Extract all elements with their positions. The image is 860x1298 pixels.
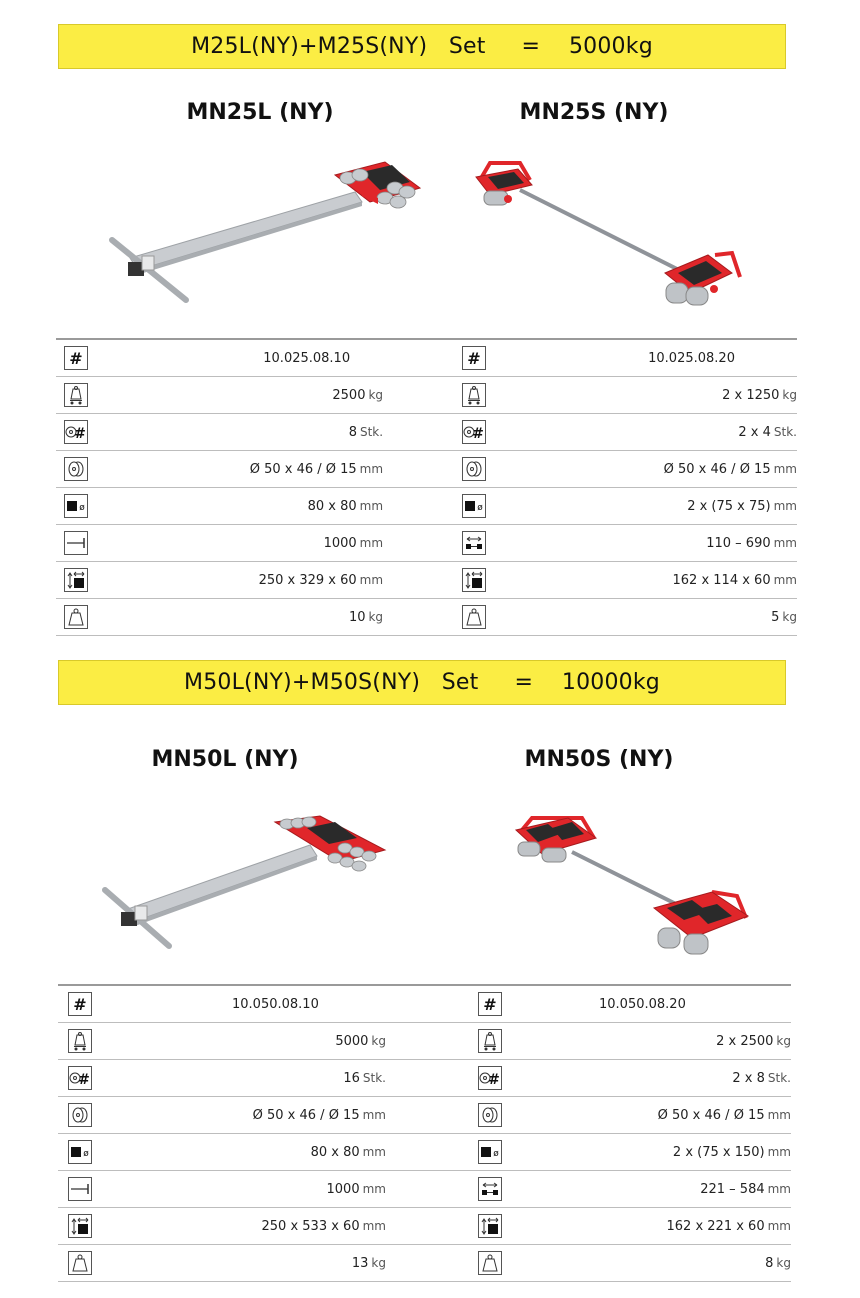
load-capacity-icon [68, 1029, 92, 1053]
spec-value: 162 x 221 x 60 [666, 1218, 765, 1234]
table-row [56, 339, 797, 377]
svg-text:#: # [73, 426, 86, 441]
spec-icon-cell [455, 414, 494, 451]
spec-icon-cell [455, 377, 494, 414]
spec-unit: mm [362, 1144, 386, 1159]
mn25s-illustration [470, 155, 760, 315]
spec-unit: mm [767, 1181, 791, 1196]
roller-count-icon [64, 420, 88, 444]
svg-text:#: # [488, 1072, 500, 1087]
spec-icon-cell [455, 451, 494, 488]
spec-value: 250 x 329 x 60 [258, 572, 357, 588]
spec-value: 2 x 4 [738, 424, 771, 440]
spec-icon-cell [455, 525, 494, 562]
spec-value-cell [494, 377, 797, 414]
svg-text:#: # [78, 1072, 90, 1087]
svg-text:ø: ø [493, 1149, 499, 1159]
spec-value-cell [102, 1060, 386, 1097]
spec-icon-cell [58, 1208, 102, 1245]
spec-unit: kg [782, 609, 797, 624]
spec-value: 2 x (75 x 75) [687, 498, 771, 514]
spec-icon-cell [58, 1060, 102, 1097]
spec-icon-cell [58, 1171, 102, 1208]
spec-value-cell [102, 1023, 386, 1060]
bar-length-icon [68, 1177, 92, 1201]
weight-icon [478, 1251, 502, 1275]
weight-icon [64, 605, 88, 629]
spec-unit: mm [362, 1181, 386, 1196]
spec-icon-cell [56, 377, 95, 414]
spec-value-cell [494, 525, 797, 562]
spec-value: 2 x 8 [732, 1070, 765, 1086]
spec-unit: mm [773, 498, 797, 513]
table-row [58, 1245, 791, 1282]
spec-unit: kg [776, 1033, 791, 1048]
spec-value: 221 – 584 [700, 1181, 765, 1197]
spec-unit: Stk. [359, 424, 384, 439]
spec-table-set1 [56, 338, 797, 636]
spec-value-cell [512, 1171, 791, 1208]
spec-value-cell [102, 985, 386, 1023]
spec-value-cell [494, 339, 797, 377]
spec-icon-cell [455, 599, 494, 636]
spec-icon-cell [468, 1023, 512, 1060]
spec-value-cell [512, 1208, 791, 1245]
svg-text:#: # [472, 426, 485, 441]
spec-value: 5 [771, 609, 780, 625]
spec-unit: Stk. [773, 424, 797, 439]
pad-size-icon [68, 1140, 92, 1164]
spec-value: 1000 [326, 1181, 360, 1197]
svg-text:ø: ø [477, 503, 484, 513]
hash-icon [68, 992, 92, 1016]
spec-unit: kg [371, 1255, 386, 1270]
roller-icon [478, 1103, 502, 1127]
table-row [56, 599, 797, 636]
product-title-right: MN50S (NY) [524, 747, 674, 772]
spec-unit: mm [359, 535, 384, 550]
spec-value: Ø 50 x 46 / Ø 15 [249, 461, 357, 477]
spec-icon-cell [56, 451, 95, 488]
table-row [58, 1097, 791, 1134]
spec-icon-cell [56, 339, 95, 377]
spec-value: Ø 50 x 46 / Ø 15 [663, 461, 771, 477]
table-row [56, 377, 797, 414]
spec-value: 2 x 1250 [722, 387, 780, 403]
spec-icon-cell [455, 339, 494, 377]
spec-value-cell [494, 451, 797, 488]
roller-count-icon [462, 420, 486, 444]
spec-value: Ø 50 x 46 / Ø 15 [252, 1107, 360, 1123]
roller-icon [64, 457, 88, 481]
spec-icon-cell [58, 1097, 102, 1134]
spec-value: 10.050.08.10 [232, 996, 319, 1012]
spec-value-cell [95, 451, 383, 488]
spec-icon-cell [468, 1245, 512, 1282]
spec-icon-cell [58, 985, 102, 1023]
spec-unit: mm [767, 1144, 791, 1159]
bar-length-icon [64, 531, 88, 555]
table-row [56, 451, 797, 488]
hash-icon [478, 992, 502, 1016]
roller-count-icon [68, 1066, 92, 1090]
mn25l-illustration [100, 150, 430, 310]
svg-text:#: # [73, 995, 87, 1013]
spec-value-cell [494, 414, 797, 451]
table-row [56, 488, 797, 525]
dimensions-icon [462, 568, 486, 592]
spec-icon-cell [58, 1023, 102, 1060]
spec-value-cell [512, 1097, 791, 1134]
spec-value: 1000 [323, 535, 357, 551]
mn50l-illustration [95, 810, 395, 960]
spec-unit: mm [767, 1107, 791, 1122]
table-row [58, 1060, 791, 1097]
spec-icon-cell [468, 1134, 512, 1171]
spec-value: 16 [343, 1070, 360, 1086]
spec-value-cell [494, 599, 797, 636]
spec-value-cell [95, 377, 383, 414]
dimensions-icon [478, 1214, 502, 1238]
spec-icon-cell [455, 562, 494, 599]
spec-value-cell [95, 525, 383, 562]
spec-unit: kg [782, 387, 797, 402]
spec-value: 250 x 533 x 60 [261, 1218, 360, 1234]
spec-unit: kg [368, 387, 384, 402]
spec-table-set2 [58, 984, 791, 1282]
spec-icon-cell [56, 599, 95, 636]
spec-value: 2 x (75 x 150) [672, 1144, 765, 1160]
spec-value: 80 x 80 [307, 498, 357, 514]
roller-icon [68, 1103, 92, 1127]
pad-size-icon [462, 494, 486, 518]
load-capacity-icon [64, 383, 88, 407]
spec-icon-cell [468, 1171, 512, 1208]
table-row [56, 562, 797, 599]
svg-text:ø: ø [78, 503, 85, 513]
roller-icon [462, 457, 486, 481]
spec-icon-cell [468, 1060, 512, 1097]
spec-icon-cell [468, 985, 512, 1023]
spec-icon-cell [58, 1134, 102, 1171]
spec-value: 2500 [332, 387, 366, 403]
load-capacity-icon [478, 1029, 502, 1053]
spec-unit: kg [371, 1033, 386, 1048]
product-title-left: MN25L (NY) [186, 100, 334, 125]
product-title-right: MN25S (NY) [519, 100, 669, 125]
spec-unit: Stk. [362, 1070, 386, 1085]
span-range-icon [478, 1177, 502, 1201]
spec-value-cell [102, 1097, 386, 1134]
spec-unit: mm [362, 1218, 386, 1233]
spec-icon-cell [58, 1245, 102, 1282]
hash-icon [64, 346, 88, 370]
dimensions-icon [64, 568, 88, 592]
pad-size-icon [478, 1140, 502, 1164]
load-capacity-icon [462, 383, 486, 407]
spec-value-cell [512, 985, 791, 1023]
spec-value-cell [102, 1134, 386, 1171]
product-title-left: MN50L (NY) [151, 747, 299, 772]
weight-icon [462, 605, 486, 629]
spec-unit: mm [362, 1107, 386, 1122]
spec-unit: kg [776, 1255, 791, 1270]
spec-value: 5000 [335, 1033, 369, 1049]
span-range-icon [462, 531, 486, 555]
svg-text:#: # [467, 349, 482, 367]
spec-value-cell [494, 488, 797, 525]
table-row [58, 1023, 791, 1060]
spec-value: 8 [348, 424, 357, 440]
dimensions-icon [68, 1214, 92, 1238]
spec-unit: mm [773, 535, 797, 550]
spec-unit: mm [767, 1218, 791, 1233]
svg-text:#: # [68, 349, 83, 367]
hash-icon [462, 346, 486, 370]
svg-text:ø: ø [83, 1149, 89, 1159]
spec-value-cell [512, 1060, 791, 1097]
pad-size-icon [64, 494, 88, 518]
spec-value: 162 x 114 x 60 [672, 572, 771, 588]
set-banner: M50L(NY)+M50S(NY) Set = 10000kg [58, 660, 786, 705]
spec-value-cell [95, 414, 383, 451]
spec-value-cell [512, 1023, 791, 1060]
spec-value-cell [512, 1245, 791, 1282]
spec-unit: mm [773, 572, 797, 587]
table-row [58, 1134, 791, 1171]
spec-value: 10.025.08.10 [263, 350, 351, 366]
spec-icon-cell [56, 488, 95, 525]
spec-value: Ø 50 x 46 / Ø 15 [657, 1107, 765, 1123]
spec-unit: kg [368, 609, 384, 624]
spec-value-cell [95, 339, 383, 377]
spec-value: 110 – 690 [706, 535, 771, 551]
weight-icon [68, 1251, 92, 1275]
spec-value-cell [95, 599, 383, 636]
spec-value: 80 x 80 [310, 1144, 360, 1160]
spec-unit: mm [359, 572, 384, 587]
spec-unit: mm [359, 461, 384, 476]
spec-unit: mm [359, 498, 384, 513]
spec-value: 8 [765, 1255, 774, 1271]
spec-icon-cell [56, 525, 95, 562]
spec-icon-cell [56, 414, 95, 451]
spec-value-cell [102, 1171, 386, 1208]
spec-icon-cell [468, 1208, 512, 1245]
spec-value-cell [494, 562, 797, 599]
spec-icon-cell [455, 488, 494, 525]
roller-count-icon [478, 1066, 502, 1090]
spec-unit: Stk. [767, 1070, 791, 1085]
svg-text:#: # [483, 995, 497, 1013]
spec-value: 2 x 2500 [716, 1033, 774, 1049]
mn50s-illustration [512, 812, 762, 962]
table-row [56, 525, 797, 562]
spec-value: 10.025.08.20 [648, 350, 735, 366]
table-row [58, 985, 791, 1023]
spec-value-cell [102, 1208, 386, 1245]
spec-value: 10 [348, 609, 366, 625]
table-row [58, 1171, 791, 1208]
spec-value: 13 [351, 1255, 369, 1271]
table-row [56, 414, 797, 451]
spec-icon-cell [56, 562, 95, 599]
spec-value: 10.050.08.20 [599, 996, 686, 1012]
spec-value-cell [95, 488, 383, 525]
spec-value-cell [102, 1245, 386, 1282]
set-banner: M25L(NY)+M25S(NY) Set = 5000kg [58, 24, 786, 69]
spec-icon-cell [468, 1097, 512, 1134]
table-row [58, 1208, 791, 1245]
spec-unit: mm [773, 461, 797, 476]
spec-value-cell [512, 1134, 791, 1171]
spec-value-cell [95, 562, 383, 599]
